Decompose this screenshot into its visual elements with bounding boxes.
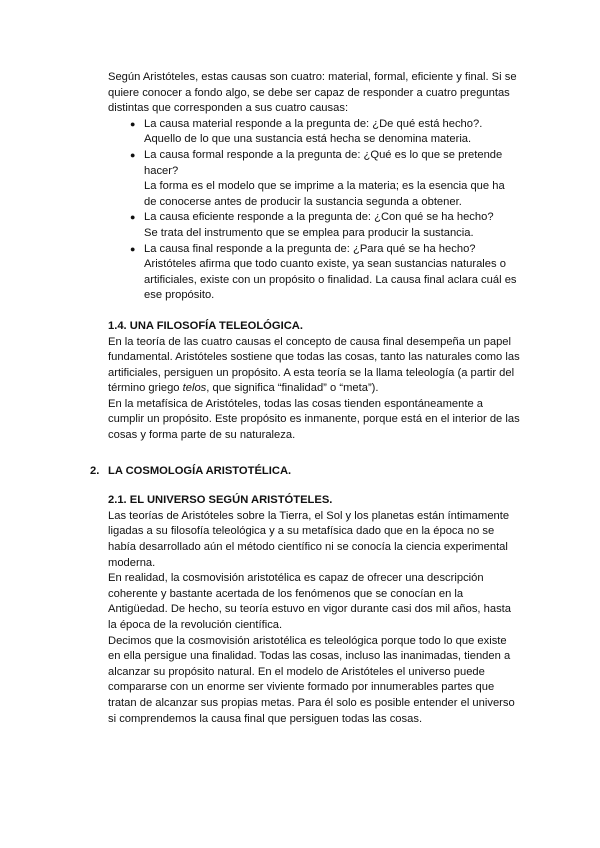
- universe-paragraph-3: Decimos que la cosmovisión aristotélica es teleológica porque todo lo que existe en ella persigue una finalidad. Todas las cosas, incluso las inanimadas, tienden a alcanzar su propósito natural. En el modelo de Aristóteles el universo puede compararse con un enorme ser viviente formado por innumerables partes que tratan de alcanzar sus propias metas. Para él solo es posible entender el universo si comprendemos la causa final que persiguen todas las cosas.: [108, 634, 515, 725]
- cause-question: La causa formal responde a la pregunta de: ¿Qué es lo que se pretende hacer?: [144, 148, 503, 177]
- teleology-text-start: En la teoría de las cuatro causas el concepto de causa final desempeña un papel fundamental. Aristóteles sostiene que todas las cosas, tanto las naturales como las artificiales, persiguen un propósito. A esta teoría se la llama teleología (a partir del término griego: [108, 335, 520, 395]
- cause-detail: Aristóteles afirma que todo cuanto existe, ya sean sustancias naturales o artificiales, existe con un propósito o finalidad. La causa final aclara cuál es ese propósito.: [144, 258, 517, 302]
- universe-paragraph-2: En realidad, la cosmovisión aristotélica es capaz de ofrecer una descripción coherente y bastante acertada de los fenómenos que se conocían en la Antigüedad. De hecho, su teoría estuvo en vigor durante casi dos mil años, hasta la época de la revolución científica.: [108, 572, 511, 631]
- teleology-paragraph: [108, 335, 520, 397]
- bullet-icon: ●: [130, 149, 136, 160]
- bullet-icon: ●: [130, 118, 136, 129]
- cause-question: La causa final responde a la pregunta de: ¿Para qué se ha hecho?: [144, 242, 476, 255]
- bullet-icon: ●: [130, 212, 136, 223]
- section-heading-2-1: 2.1. EL UNIVERSO SEGÚN ARISTÓTELES.: [108, 494, 333, 507]
- list-item: [108, 242, 520, 304]
- section-title: LA COSMOLOGÍA ARISTOTÉLICA.: [108, 464, 292, 477]
- section-heading-2: [90, 464, 520, 480]
- intro-paragraph: Según Aristóteles, estas causas son cuatro: material, formal, eficiente y final. Si se quiere conocer a fondo algo, se debe ser capaz de responder a cuatro preguntas distintas que corresponden a sus cuatro causas:: [108, 71, 517, 115]
- cause-detail: La forma es el modelo que se imprime a la materia; es la esencia que ha de conocerse antes de producir la sustancia segunda a obtener.: [144, 180, 505, 208]
- cause-question: La causa material responde a la pregunta de: ¿De qué está hecho?.: [144, 117, 483, 130]
- document-page: [90, 70, 520, 727]
- cause-detail: Se trata del instrumento que se emplea para producir la sustancia.: [144, 226, 474, 239]
- metaphysics-paragraph: En la metafísica de Aristóteles, todas las cosas tienden espontáneamente a cumplir un propósito. Este propósito es inmanente, porque está en el interior de las cosas y forma parte de su naturaleza.: [108, 397, 520, 442]
- list-item: [108, 117, 520, 148]
- universe-paragraph-1: Las teorías de Aristóteles sobre la Tierra, el Sol y los planetas están íntimamente ligadas a su filosofía teleológica y a su metafísica dado que en la época no se había desarrollado aún el método científico ni se conocía la ciencia experimental moderna.: [108, 509, 510, 569]
- cause-detail: Aquello de lo que una sustancia está hecha se denomina materia.: [144, 133, 472, 146]
- teleology-text-end: , que significa “finalidad” o “meta”).: [206, 382, 379, 395]
- section-number: 2.: [90, 464, 100, 477]
- bullet-icon: ●: [130, 243, 136, 254]
- telos-term: telos: [182, 382, 207, 395]
- causes-list: [108, 117, 520, 304]
- cause-question: La causa eficiente responde a la pregunta de: ¿Con qué se ha hecho?: [144, 211, 494, 224]
- section-heading-1-4: 1.4. UNA FILOSOFÍA TELEOLÓGICA.: [108, 319, 303, 332]
- list-item: [108, 210, 520, 241]
- list-item: [108, 148, 520, 210]
